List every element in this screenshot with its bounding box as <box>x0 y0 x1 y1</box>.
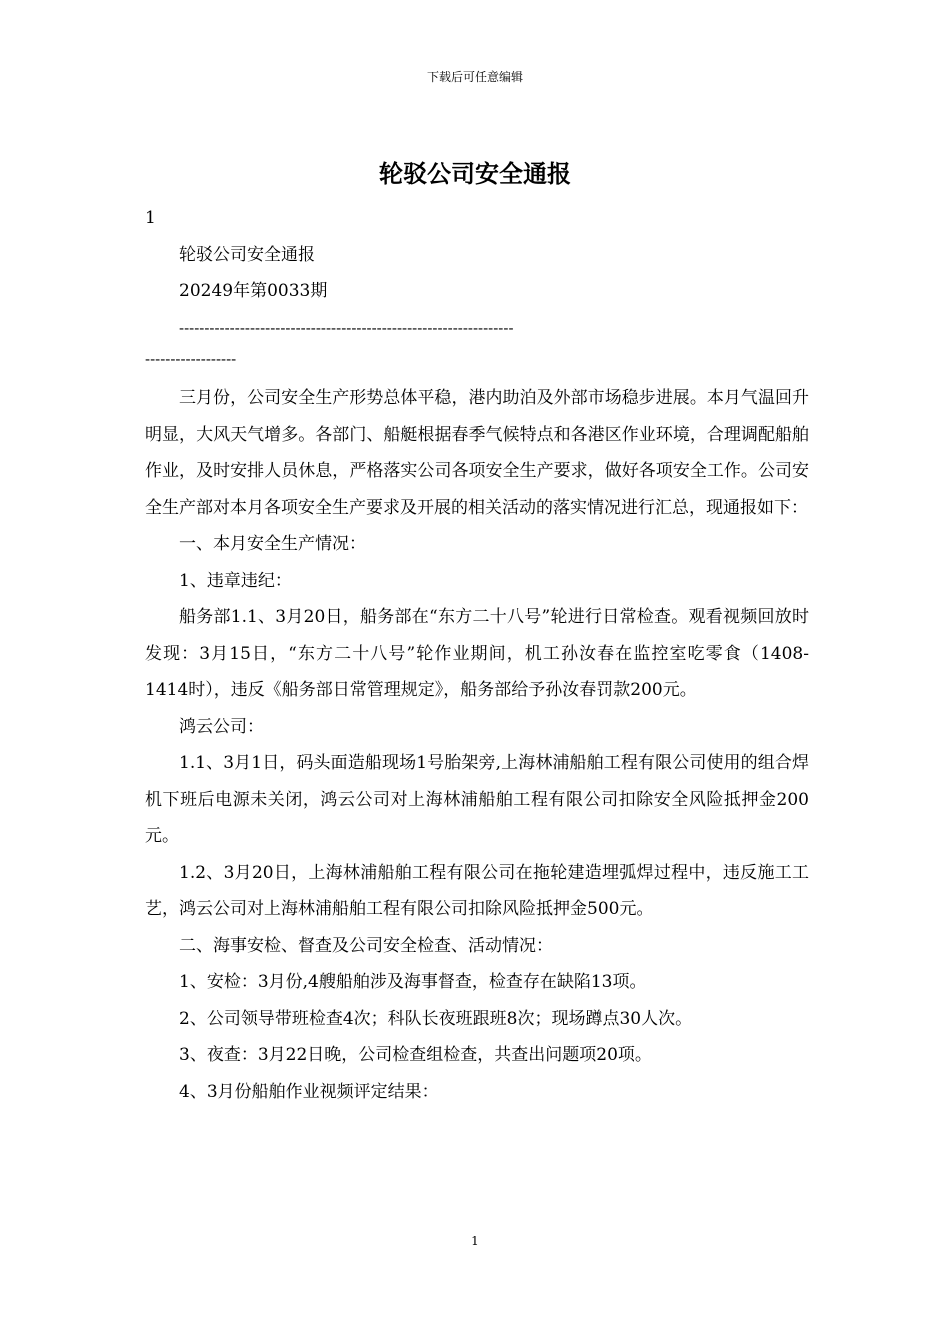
header-note: 下载后可任意编辑 <box>426 70 523 84</box>
intro-paragraph: 三月份，公司安全生产形势总体平稳，港内助泊及外部市场稳步进展。本月气温回升明显，大风天气增多。各部门、船艇根据春季气候特点和各港区作业环境，合理调配船舶作业，及时安排人员休息，严格落实公司各项安全生产要求，做好各项安全工作。公司安全生产部对本月各项安全生产要求及开展的相关活动的落实情况进行汇总，现通报如下： <box>145 388 809 518</box>
page-marker: 1 <box>145 208 156 228</box>
subsection-violations: 1、违章违纪： <box>179 570 292 591</box>
document-body <box>145 200 809 1110</box>
shipping-dept-paragraph: 船务部1.1、3月20日，船务部在“东方二十八号”轮进行日常检查。观看视频回放时发现：3月15日，“东方二十八号”轮作业期间，机工孙汝春在监控室吃零食（1408-1414时），违反《船务部日常管理规定》，船务部给予孙汝春罚款200元。 <box>145 607 809 700</box>
document-title: 轮驳公司安全通报 <box>379 160 571 188</box>
hongyun-item-1: 1.1、3月1日，码头面造船现场1号胎架旁,上海林浦船舶工程有限公司使用的组合焊机下班后电源未关闭，鸿云公司对上海林浦船舶工程有限公司扣除安全风险抵押金200元。 <box>145 753 809 846</box>
bulletin-name: 轮驳公司安全通报 <box>179 244 315 265</box>
issue-number: 20249年第0033期 <box>179 281 328 301</box>
hongyun-item-2: 1.2、3月20日，上海林浦船舶工程有限公司在拖轮建造埋弧焊过程中，违反施工工艺，鸿云公司对上海林浦船舶工程有限公司扣除风险抵押金500元。 <box>145 862 809 919</box>
page-number: 1 <box>471 1234 479 1248</box>
separator-line-2: ------------------ <box>145 350 237 368</box>
inspection-item-2: 2、公司领导带班检查4次；科队长夜班跟班8次；现场蹲点30人次。 <box>179 1008 693 1029</box>
spacer <box>145 372 809 380</box>
inspection-item-3: 3、夜查：3月22日晚，公司检查组检查，共查出问题项20项。 <box>179 1045 652 1065</box>
section-heading-1: 一、本月安全生产情况： <box>179 534 366 554</box>
separator-line-1: ------------------------------------------------------------------ <box>179 318 514 337</box>
inspection-item-1: 1、安检：3月份,4艘船舶涉及海事督查，检查存在缺陷13项。 <box>179 972 647 992</box>
hongyun-heading: 鸿云公司： <box>179 716 264 737</box>
inspection-item-4: 4、3月份船舶作业视频评定结果： <box>179 1081 439 1102</box>
section-heading-2: 二、海事安检、督查及公司安全检查、活动情况： <box>179 935 553 956</box>
